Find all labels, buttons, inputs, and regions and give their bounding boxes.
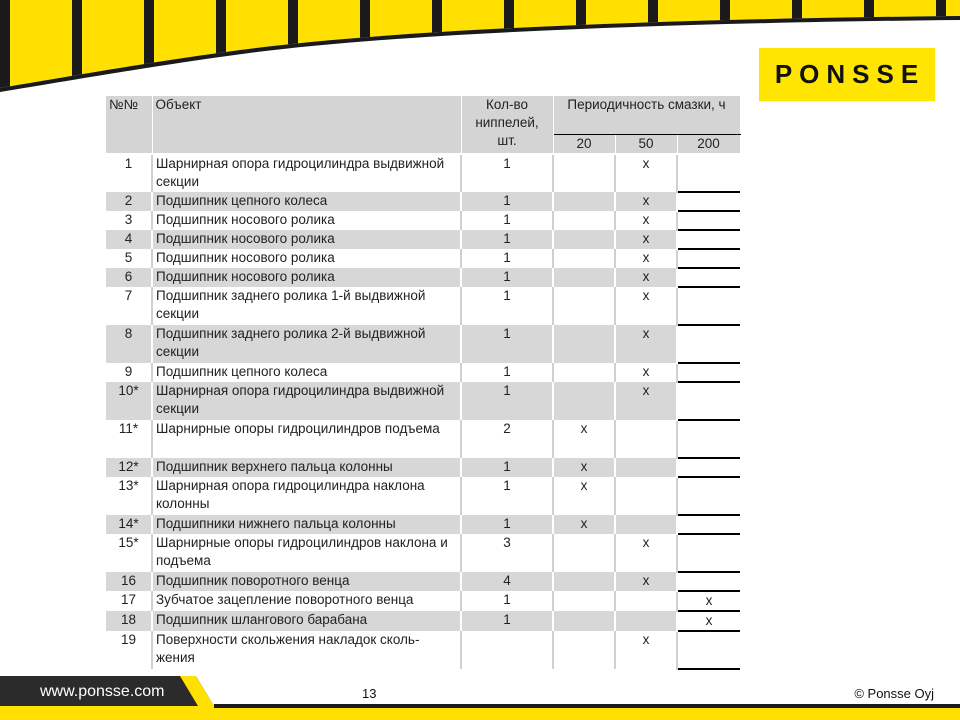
- row-number: 10*: [106, 382, 152, 420]
- row-mark-200: [677, 211, 740, 230]
- row-mark-20: x: [553, 420, 615, 458]
- row-object: Подшипник поворотного венца: [152, 572, 461, 591]
- row-quantity: 1: [461, 458, 553, 477]
- row-number: 6: [106, 268, 152, 287]
- row-mark-20: [553, 611, 615, 631]
- row-mark-200: [677, 249, 740, 268]
- header-col-200: 200: [677, 134, 740, 154]
- row-mark-200: [677, 534, 740, 572]
- table-row: [106, 591, 740, 611]
- row-object: Подшипник заднего ролика 1-й выдвижной секции: [152, 287, 461, 325]
- row-object: Подшипник носового ролика: [152, 249, 461, 268]
- row-mark-20: [553, 363, 615, 382]
- row-quantity: 1: [461, 154, 553, 192]
- row-mark-50: x: [615, 325, 677, 363]
- row-mark-50: x: [615, 534, 677, 572]
- row-mark-200: [677, 192, 740, 211]
- row-mark-50: [615, 420, 677, 458]
- row-number: 1: [106, 154, 152, 192]
- row-quantity: 1: [461, 268, 553, 287]
- row-mark-50: [615, 611, 677, 631]
- row-quantity: 2: [461, 420, 553, 458]
- row-quantity: 1: [461, 192, 553, 211]
- logo-text: PONSSE: [774, 59, 926, 89]
- row-mark-50: [615, 515, 677, 534]
- row-mark-200: [677, 325, 740, 363]
- row-quantity: 1: [461, 363, 553, 382]
- header-col-20: 20: [553, 134, 615, 154]
- row-mark-20: [553, 534, 615, 572]
- row-mark-20: x: [553, 458, 615, 477]
- row-mark-50: x: [615, 631, 677, 669]
- page-number: 13: [362, 686, 377, 701]
- row-mark-20: [553, 230, 615, 249]
- website-link[interactable]: www.ponsse.com: [40, 683, 165, 700]
- row-object: Поверхности скольжения накладок сколь-жения: [152, 631, 461, 669]
- row-number: 3: [106, 211, 152, 230]
- row-number: 15*: [106, 534, 152, 572]
- row-quantity: 1: [461, 611, 553, 631]
- row-mark-50: x: [615, 268, 677, 287]
- row-mark-200: [677, 154, 740, 192]
- row-object: Подшипник носового ролика: [152, 211, 461, 230]
- row-mark-200: [677, 230, 740, 249]
- table-row: [106, 249, 740, 268]
- header-quantity: Кол-во ниппелей, шт.: [461, 96, 553, 154]
- row-object: Шарнирные опоры гидроцилиндров подъема: [152, 420, 461, 458]
- row-mark-50: [615, 477, 677, 515]
- row-object: Шарнирная опора гидроцилиндра выдвижной секции: [152, 154, 461, 192]
- row-mark-50: x: [615, 154, 677, 192]
- row-mark-50: x: [615, 211, 677, 230]
- row-number: 14*: [106, 515, 152, 534]
- row-number: 18: [106, 611, 152, 631]
- row-object: Шарнирная опора гидроцилиндра наклона колонны: [152, 477, 461, 515]
- row-quantity: 4: [461, 572, 553, 591]
- row-quantity: [461, 631, 553, 669]
- row-object: Подшипник шлангового барабана: [152, 611, 461, 631]
- row-mark-20: [553, 382, 615, 420]
- lubrication-table: [106, 96, 741, 670]
- row-mark-50: x: [615, 572, 677, 591]
- row-mark-20: x: [553, 477, 615, 515]
- row-object: Подшипник носового ролика: [152, 268, 461, 287]
- ponsse-logo: [759, 48, 935, 101]
- row-mark-20: [553, 249, 615, 268]
- row-mark-20: [553, 572, 615, 591]
- row-quantity: 1: [461, 287, 553, 325]
- row-mark-20: [553, 154, 615, 192]
- row-mark-200: x: [677, 611, 740, 631]
- row-number: 12*: [106, 458, 152, 477]
- row-number: 19: [106, 631, 152, 669]
- row-mark-50: x: [615, 230, 677, 249]
- row-object: Подшипник заднего ролика 2-й выдвижной секции: [152, 325, 461, 363]
- row-number: 16: [106, 572, 152, 591]
- row-mark-200: [677, 572, 740, 591]
- row-mark-50: x: [615, 382, 677, 420]
- table-row: [106, 631, 740, 669]
- row-mark-20: [553, 211, 615, 230]
- header-col-50: 50: [615, 134, 677, 154]
- table-row: [106, 534, 740, 572]
- row-mark-50: [615, 591, 677, 611]
- row-number: 4: [106, 230, 152, 249]
- row-number: 7: [106, 287, 152, 325]
- header-lubrication-period: Периодичность смазки, ч: [553, 96, 740, 134]
- table-row: [106, 611, 740, 631]
- row-mark-50: x: [615, 192, 677, 211]
- row-number: 5: [106, 249, 152, 268]
- row-mark-20: x: [553, 515, 615, 534]
- row-mark-200: [677, 458, 740, 477]
- row-mark-200: [677, 631, 740, 669]
- table-row: [106, 287, 740, 325]
- row-quantity: 1: [461, 230, 553, 249]
- row-quantity: 1: [461, 325, 553, 363]
- row-mark-50: x: [615, 363, 677, 382]
- row-quantity: 1: [461, 477, 553, 515]
- row-mark-200: [677, 382, 740, 420]
- row-mark-200: [677, 363, 740, 382]
- table-row: [106, 458, 740, 477]
- row-quantity: 1: [461, 249, 553, 268]
- row-quantity: 1: [461, 211, 553, 230]
- row-object: Подшипник верхнего пальца колонны: [152, 458, 461, 477]
- row-mark-50: [615, 458, 677, 477]
- row-mark-50: x: [615, 287, 677, 325]
- row-mark-20: [553, 268, 615, 287]
- row-number: 2: [106, 192, 152, 211]
- row-mark-200: [677, 268, 740, 287]
- row-quantity: 1: [461, 591, 553, 611]
- table-row: [106, 230, 740, 249]
- header-number: №№: [106, 96, 152, 154]
- table-row: [106, 325, 740, 363]
- row-mark-200: [677, 477, 740, 515]
- table-row: [106, 572, 740, 591]
- row-number: 13*: [106, 477, 152, 515]
- row-mark-200: [677, 515, 740, 534]
- row-number: 11*: [106, 420, 152, 458]
- table-row: [106, 192, 740, 211]
- row-mark-20: [553, 325, 615, 363]
- table-row: [106, 211, 740, 230]
- row-number: 9: [106, 363, 152, 382]
- row-quantity: 1: [461, 515, 553, 534]
- row-mark-20: [553, 287, 615, 325]
- row-object: Подшипник носового ролика: [152, 230, 461, 249]
- row-object: Шарнирные опоры гидроцилиндров наклона и подъема: [152, 534, 461, 572]
- row-mark-20: [553, 631, 615, 669]
- row-object: Зубчатое зацепление поворотного венца: [152, 591, 461, 611]
- row-number: 8: [106, 325, 152, 363]
- row-mark-200: [677, 420, 740, 458]
- row-object: Подшипник цепного колеса: [152, 363, 461, 382]
- table-row: [106, 382, 740, 420]
- row-object: Подшипник цепного колеса: [152, 192, 461, 211]
- table-row: [106, 154, 740, 192]
- table-row: [106, 363, 740, 382]
- row-mark-50: x: [615, 249, 677, 268]
- header-object: Объект: [152, 96, 461, 154]
- table-row: [106, 420, 740, 458]
- row-mark-20: [553, 192, 615, 211]
- copyright: © Ponsse Oyj: [854, 686, 934, 701]
- row-number: 17: [106, 591, 152, 611]
- table-row: [106, 515, 740, 534]
- row-object: Подшипники нижнего пальца колонны: [152, 515, 461, 534]
- row-quantity: 1: [461, 382, 553, 420]
- row-quantity: 3: [461, 534, 553, 572]
- table-row: [106, 268, 740, 287]
- row-mark-20: [553, 591, 615, 611]
- row-mark-200: [677, 287, 740, 325]
- row-object: Шарнирная опора гидроцилиндра выдвижной секции: [152, 382, 461, 420]
- table-row: [106, 477, 740, 515]
- row-mark-200: x: [677, 591, 740, 611]
